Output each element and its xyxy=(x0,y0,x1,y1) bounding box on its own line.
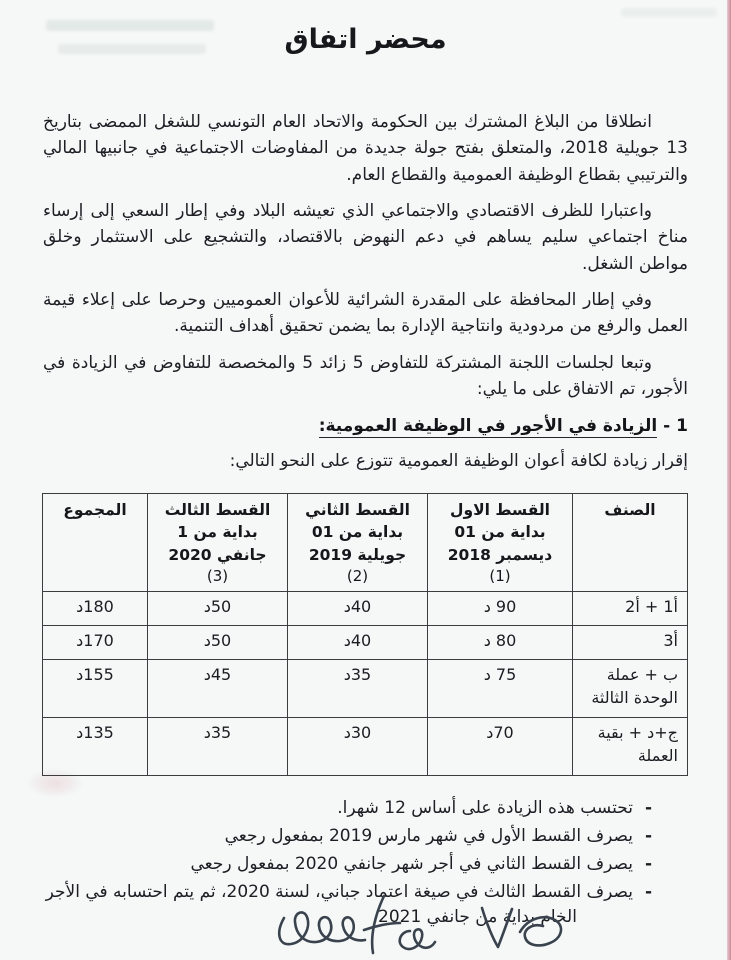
paragraph-agreement-lead: وتبعا لجلسات اللجنة المشتركة للتفاوض 5 زائد 5 والمخصصة للتفاوض في الزيادة في الأجور، تم الاتفاق على ما يلي: xyxy=(43,352,688,400)
list-item xyxy=(43,852,652,878)
bullet-text: تحتسب هذه الزيادة على أساس 12 شهرا. xyxy=(337,798,633,819)
bleedthrough-mark xyxy=(621,8,717,17)
bullet-dash: - xyxy=(644,798,652,819)
bullet-text: يصرف القسط الثاني في أجر شهر جانفي 2020 بمفعول رجعي xyxy=(190,853,633,874)
document-title: محضر اتفاق xyxy=(284,24,447,55)
cell-installment-2: 40د xyxy=(288,626,428,660)
table-row xyxy=(43,718,688,776)
bullet-text: يصرف القسط الأول في شهر مارس 2019 بمفعول رجعي xyxy=(224,825,633,846)
cell-installment-2: 30د xyxy=(288,718,428,776)
cell-total: 180د xyxy=(43,592,148,626)
signatures-area xyxy=(0,886,731,960)
cell-total: 170د xyxy=(43,626,148,660)
section-heading xyxy=(43,416,688,436)
scan-edge-red-line xyxy=(727,0,731,960)
list-item xyxy=(43,824,652,850)
cell-category: أ1 + أ2 xyxy=(573,592,688,626)
cell-total: 155د xyxy=(43,660,148,718)
col-header-installment-1: القسط الاول بداية من 01 ديسمبر 2018 (1) xyxy=(428,493,573,591)
cell-installment-3: 50د xyxy=(148,592,288,626)
cell-category: أ3 xyxy=(573,626,688,660)
col-header-total: المجموع xyxy=(43,493,148,591)
cell-installment-3: 35د xyxy=(148,718,288,776)
cell-installment-1: 75 د xyxy=(428,660,573,718)
cell-total: 135د xyxy=(43,718,148,776)
cell-category: ج+د + بقية العملة xyxy=(573,718,688,776)
cell-installment-1: 70د xyxy=(428,718,573,776)
bullet-dash: - xyxy=(644,853,652,874)
paragraph-purpose: وفي إطار المحافظة على المقدرة الشرائية للأعوان العموميين وحرصا على إعلاء قيمة العمل والرفع من مردودية وانتاجية الإدارة بما يضمن تحقيق أهداف التنمية. xyxy=(43,290,688,337)
section-heading-text: الزيادة في الأجور في الوظيفة العمومية: xyxy=(318,416,658,437)
cell-category: ب + عملة الوحدة الثالثة xyxy=(573,660,688,718)
cell-installment-2: 35د xyxy=(288,660,428,718)
col-header-category: الصنف xyxy=(573,493,688,591)
cell-installment-1: 90 د xyxy=(428,592,573,626)
paragraph-preamble: انطلاقا من البلاغ المشترك بين الحكومة والاتحاد العام التونسي للشغل الممضى بتاريخ 13 جويلية 2018، والمتعلق بفتح جولة جديدة من المفاوضات الاجتماعية في جانبيها المالي والترتيبي بقطاع الوظيفة العمومية والقطاع العام. xyxy=(43,112,688,185)
paragraph-context: واعتبارا للظرف الاقتصادي والاجتماعي الذي تعيشه البلاد وفي إطار السعي إلى إرساء مناخ اجتماعي سليم يساهم في دعم النهوض بالاقتصاد، والتشجيع على الاستثمار وخلق مواطن الشغل. xyxy=(43,201,688,274)
col-header-installment-3: القسط الثالث بداية من 1 جانفي 2020 (3) xyxy=(148,493,288,591)
table-header-row xyxy=(43,493,688,591)
cell-installment-3: 45د xyxy=(148,660,288,718)
bullet-text: يصرف القسط الثالث في صيغة اعتماد جباني، لسنة 2020، ثم يتم احتسابه في الأجر الخام بداية من جانفي 2021. xyxy=(45,881,633,928)
document-body xyxy=(0,24,731,931)
list-item xyxy=(43,796,652,822)
cell-installment-3: 50د xyxy=(148,626,288,660)
cell-installment-1: 80 د xyxy=(428,626,573,660)
signature-left xyxy=(268,890,454,960)
col-header-installment-2: القسط الثاني بداية من 01 جويلية 2019 (2) xyxy=(288,493,428,591)
table-row xyxy=(43,592,688,626)
bullet-dash: - xyxy=(644,881,652,902)
table-row xyxy=(43,660,688,718)
section-number: 1 - xyxy=(657,416,688,437)
wage-increase-table xyxy=(42,493,688,776)
table-row xyxy=(43,626,688,660)
signature-right xyxy=(472,904,570,956)
section-intro: إقرار زيادة لكافة أعوان الوظيفة العمومية تتوزع على النحو التالي: xyxy=(229,451,688,472)
cell-installment-2: 40د xyxy=(288,592,428,626)
bullet-dash: - xyxy=(644,825,652,846)
